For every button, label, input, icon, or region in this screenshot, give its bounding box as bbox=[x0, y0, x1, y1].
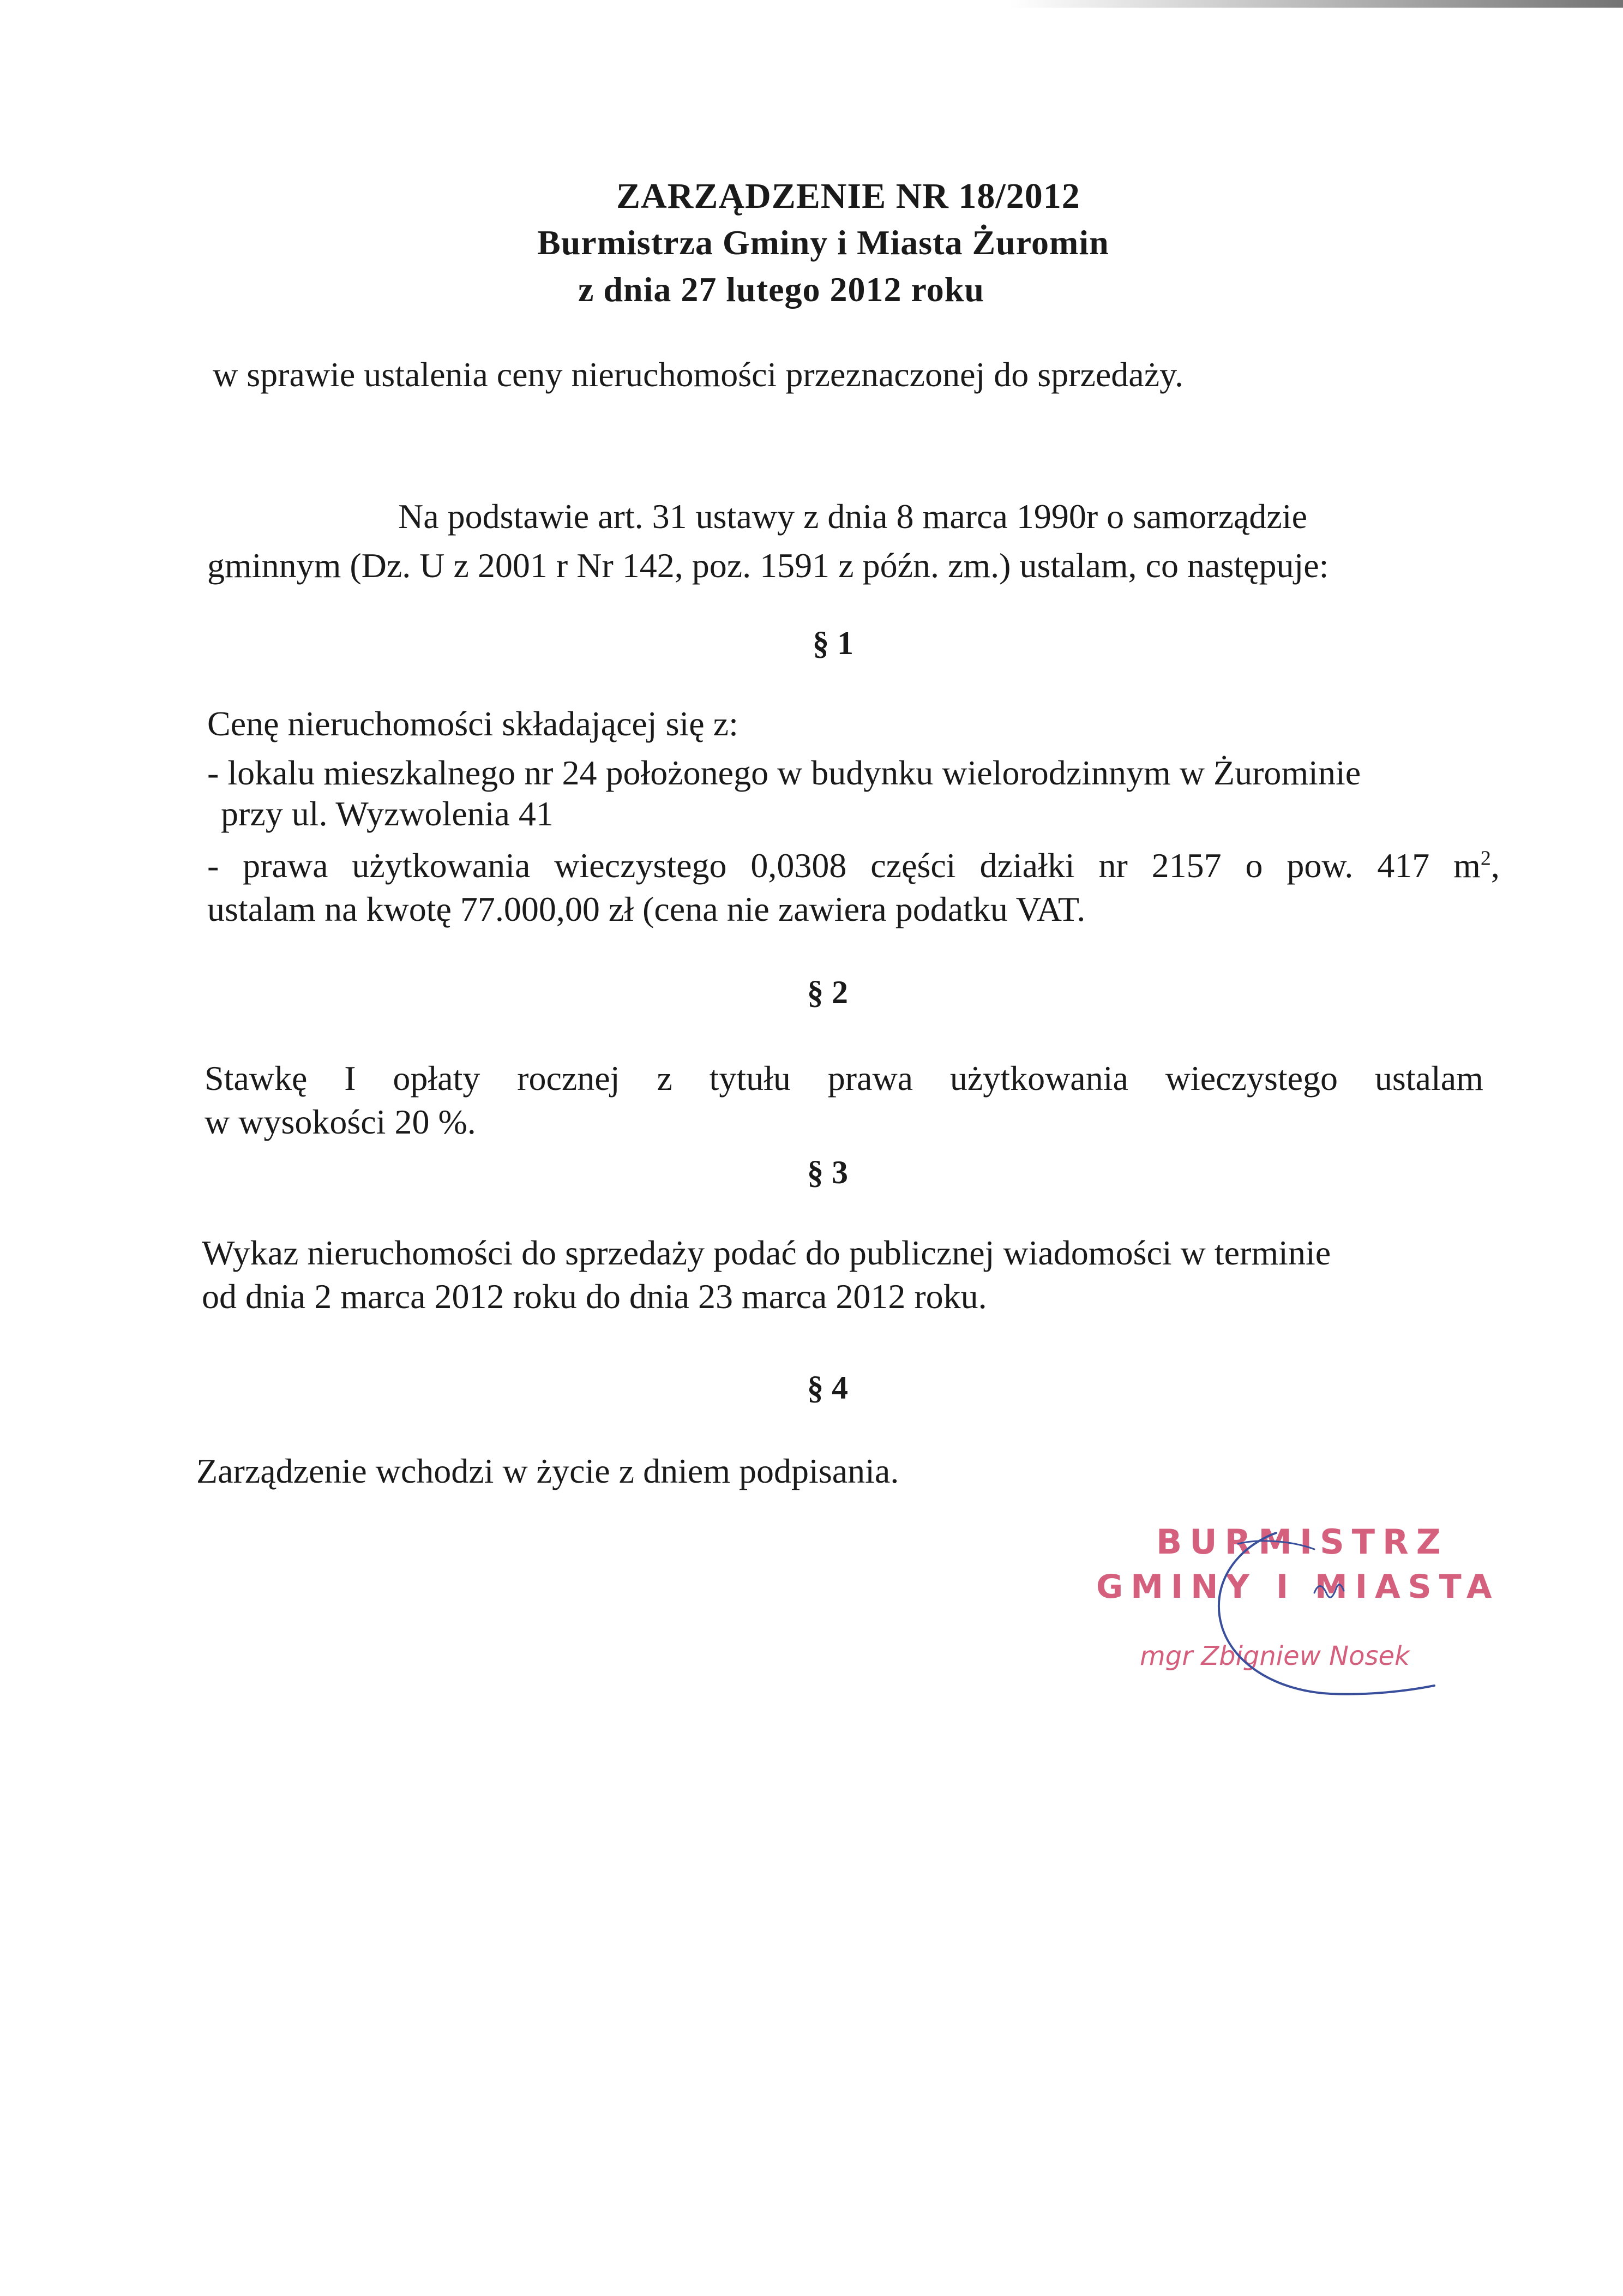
handwritten-signature bbox=[1151, 1527, 1456, 1702]
document-title: ZARZĄDZENIE NR 18/2012 bbox=[616, 176, 1080, 216]
signature-stroke bbox=[1314, 1585, 1344, 1597]
item2-word: 417 bbox=[1377, 846, 1430, 885]
section2-word: użytkowania bbox=[949, 1059, 1128, 1098]
section-4-line-1: Zarządzenie wchodzi w życie z dniem podpisania. bbox=[196, 1452, 899, 1490]
signature-stroke bbox=[1219, 1533, 1434, 1694]
document-issuer: Burmistrza Gminy i Miasta Żuromin bbox=[537, 223, 1109, 262]
preamble-line-2: gminnym (Dz. U z 2001 r Nr 142, poz. 1591 z późn. zm.) ustalam, co następuje: bbox=[207, 546, 1329, 585]
section-1-item-2-line bbox=[207, 848, 1500, 883]
item2-word: części bbox=[870, 846, 956, 885]
section-1-item-1-line-1: - lokalu mieszkalnego nr 24 położonego w budynku wielorodzinnym w Żurominie bbox=[207, 753, 1361, 792]
section-1-price-line: ustalam na kwotę 77.000,00 zł (cena nie zawiera podatku VAT. bbox=[207, 890, 1086, 928]
item2-word: prawa bbox=[243, 846, 328, 885]
section2-word: tytułu bbox=[709, 1059, 791, 1098]
item2-word: użytkowania bbox=[352, 846, 531, 885]
section2-word: rocznej bbox=[517, 1059, 620, 1098]
item2-unit-m: m bbox=[1453, 846, 1481, 885]
section-3-line-2: od dnia 2 marca 2012 roku do dnia 23 marca 2012 roku. bbox=[202, 1277, 987, 1316]
preamble-line-1: Na podstawie art. 31 ustawy z dnia 8 marca 1990r o samorządzie bbox=[398, 497, 1307, 536]
item2-word: o bbox=[1245, 846, 1263, 885]
section-2-line-2: w wysokości 20 %. bbox=[205, 1102, 476, 1141]
item2-word: działki bbox=[979, 846, 1075, 885]
item2-word: 2157 bbox=[1151, 846, 1222, 885]
scan-edge-shadow bbox=[1009, 0, 1623, 8]
section2-word: ustalam bbox=[1374, 1059, 1483, 1098]
section2-word: opłaty bbox=[393, 1059, 480, 1098]
section2-word: wieczystego bbox=[1165, 1059, 1338, 1098]
section2-word: prawa bbox=[827, 1059, 913, 1098]
section-3-heading: § 3 bbox=[807, 1154, 848, 1190]
item2-word: 0,0308 bbox=[750, 846, 847, 885]
section2-word: z bbox=[657, 1059, 672, 1098]
section-1-item-1-line-2: przy ul. Wyzwolenia 41 bbox=[221, 794, 554, 833]
section2-word: Stawkę bbox=[205, 1059, 308, 1098]
section-2-line-1 bbox=[205, 1061, 1483, 1096]
item2-word: - bbox=[207, 846, 219, 885]
item2-word: wieczystego bbox=[554, 846, 727, 885]
stamp-line-1: BURMISTRZ bbox=[1156, 1522, 1448, 1562]
section2-word: I bbox=[344, 1059, 356, 1098]
item2-area-unit bbox=[1453, 848, 1500, 883]
section-3-line-1: Wykaz nieruchomości do sprzedaży podać do publicznej wiadomości w terminie bbox=[202, 1233, 1331, 1272]
section-1-intro: Cenę nieruchomości składającej się z: bbox=[207, 704, 738, 743]
item2-word: nr bbox=[1098, 846, 1128, 885]
item2-comma: , bbox=[1490, 846, 1500, 885]
document-date: z dnia 27 lutego 2012 roku bbox=[578, 270, 984, 309]
item2-word: pow. bbox=[1287, 846, 1354, 885]
item2-unit-exponent: 2 bbox=[1480, 847, 1491, 870]
stamp-name: mgr Zbigniew Nosek bbox=[1140, 1641, 1410, 1671]
document-subject: w sprawie ustalenia ceny nieruchomości przeznaczonej do sprzedaży. bbox=[213, 355, 1183, 394]
stamp-line-2: GMINY I MIASTA bbox=[1096, 1568, 1500, 1606]
section-2-heading: § 2 bbox=[807, 974, 848, 1010]
section-4-heading: § 4 bbox=[807, 1370, 848, 1406]
section-1-heading: § 1 bbox=[813, 625, 853, 661]
